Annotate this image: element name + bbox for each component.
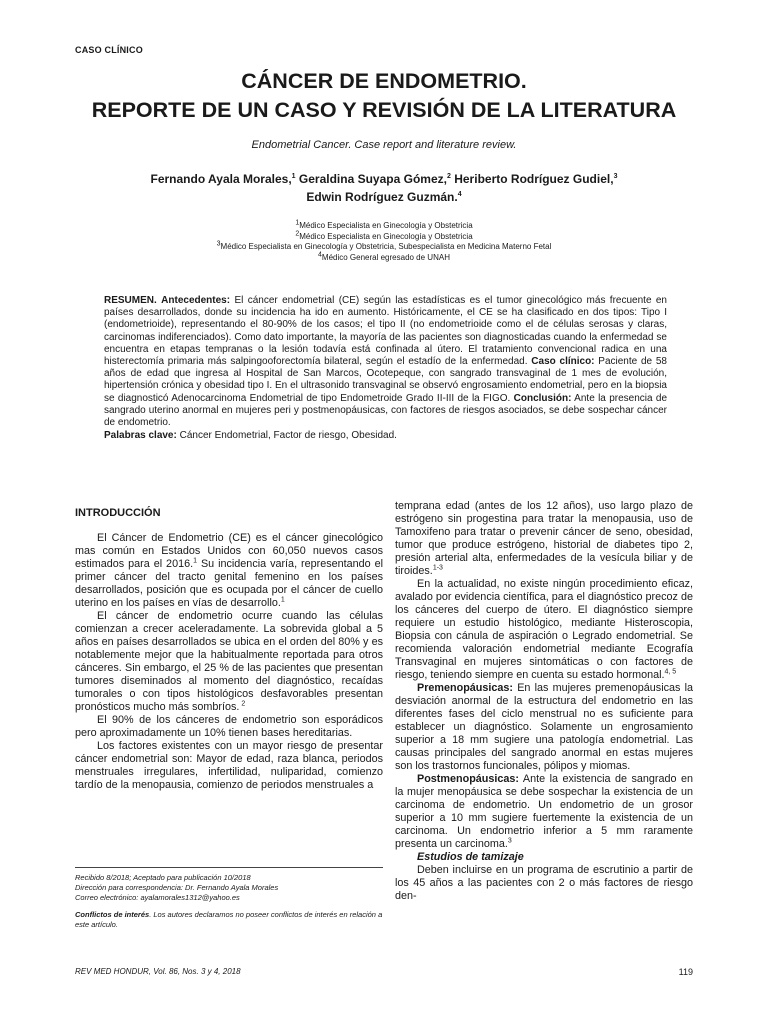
premenopausicas-label: Premenopáusicas: (417, 682, 514, 694)
paragraph-text: En la actualidad, no existe ningún procedimiento eficaz, avalado por evidencia científica, para el diagnóstico precoz de los cánceres del cuerpo de útero. El diagnóstico siempre requiere un estudio histológico, mediante Histeroscopia, Biopsia con cánula de aspiración o Legrado endometrial. Se recomienda valoración endometrial mediante Ecografía Transvaginal en mujeres sintomáticas o con factores de riesgo, teniendo siempre en cuenta su estado hormonal. (395, 578, 693, 681)
paragraph (395, 864, 693, 903)
affiliation-2-sup: 2 (295, 229, 300, 237)
section-heading-introduccion: INTRODUCCIÓN (75, 507, 161, 519)
paragraph-text: Su incidencia varía, representando el primer cáncer del tracto genital femenino en los países desarrollados, posición que es ocupada por el cáncer de cuello uterino en los países en vías de desarrollo. (75, 558, 383, 609)
authors-line1 (60, 170, 708, 188)
page-number: 119 (678, 967, 693, 977)
affiliation-4-text: Médico General egresado de UNAH (321, 252, 450, 262)
affiliation-1 (60, 221, 708, 232)
affiliation-4-sup: 4 (318, 250, 322, 258)
conclusion-label: Conclusión: (513, 392, 572, 404)
correspondence-note: Dirección para correspondencia: Dr. Fernando Ayala Morales (75, 883, 279, 892)
paragraph (395, 578, 693, 682)
caso-label: Caso clínico: (531, 356, 595, 368)
citation: 1 (193, 557, 197, 565)
affiliations (60, 221, 708, 263)
paragraph-text: temprana edad (antes de los 12 años), uso largo plazo de estrógeno sin progestina para tratar la menopausia, uso de Tamoxifeno para tratar o prevenir cáncer de seno, obesidad, tumor que produce estrógeno, historial de diabetes tipo 2, presión arterial alta, enfermedades de la vesícula biliar y de tiroides. (395, 500, 693, 577)
affiliation-3-text: Médico Especialista en Ginecología y Obstetricia, Subespecialista en Medicina Materno Fetal (220, 242, 552, 251)
keywords-label: Palabras clave: (104, 430, 177, 442)
author-3: Heriberto Rodríguez Gudiel, (454, 172, 614, 186)
citation: 2 (239, 700, 246, 708)
caso-text: Paciente de 58 años de edad que ingresa al Hospital de San Marcos, Ocotepeque, con sangrado transvaginal de 1 mes de evolución, hipertensión crónica y obesidad tipo I. En el ultrasonido transvaginal se observó engrosamiento endometrial, pero en la biopsia se diagnosticó Adenocarcinoma Endometrial de tipo Endometroide Grado II-III de la FIGO. (104, 356, 667, 404)
author-1-sup: 1 (291, 173, 296, 180)
affiliation-1-text: Médico Especialista en Ginecología y Obstetricia (299, 221, 473, 230)
abstract-label: RESUMEN. (104, 295, 157, 306)
paragraph-text: El 90% de los cánceres de endometrio son esporádicos pero aproximadamente un 10% tienen bases hereditarias. (75, 714, 383, 739)
english-title: Endometrial Cancer. Case report and literature review. (251, 139, 517, 151)
paragraph (75, 610, 383, 714)
paragraph (395, 682, 693, 773)
paragraph (75, 714, 383, 740)
postmenopausicas-label: Postmenopáusicas: (417, 773, 520, 785)
citation: 1-3 (432, 564, 443, 572)
journal-citation: REV MED HONDUR, Vol. 86, Nos. 3 y 4, 2018 (75, 967, 241, 976)
abstract (104, 295, 667, 442)
footnote-divider (75, 867, 383, 868)
paragraph-text: Ante la existencia de sangrado en la mujer menopáusica se debe sospechar la existencia de un carcinoma de endometrio. Un endometrio de un grosor superior a 10 mm sugiere fuertemente la existencia de un carcinoma. Un endometrio inferior a 5 mm raramente presenta un carcinoma. (395, 773, 693, 850)
citation: 4, 5 (664, 668, 677, 676)
affiliation-2-text: Médico Especialista en Ginecología y Obstetricia (299, 231, 473, 241)
conclusion-text: Ante la presencia de sangrado uterino anormal en mujeres peri y postmenopáusicas, con factores de riesgos asociados, se debe sospechar cáncer de endometrio. (104, 392, 668, 429)
left-column (75, 532, 383, 792)
conflicts-text: . Los autores declaramos no poseer conflictos de interés en relación a este artículo. (75, 910, 383, 929)
paragraph (395, 773, 693, 851)
paragraph-text: Deben incluirse en un programa de escrutinio a partir de los 45 años a las pacientes con 2 o más factores de riesgo den- (395, 864, 693, 902)
citation: 3 (507, 837, 512, 845)
footnotes (75, 873, 383, 930)
paragraph (75, 740, 383, 792)
author-1: Fernando Ayala Morales, (150, 172, 292, 186)
antecedentes-text: El cáncer endometrial (CE) según las estadísticas es el tumor ginecológico más frecuente en países desarrollados, donde su incidencia ha ido en aumento. Históricamente, el CE se ha clasificado en dos tipos: Tipo I (endometrioide), representando el 80-90% de los casos; el tipo II (no endometrioide como el de células serosas y claras, carcinomas indiferenciados). Como dato importante, la mayoría de las pacientes son diagnosticadas cuando la enfermedad se encuentra en etapas tempranas o la lesión todavía está confinada al útero. El tratamiento convencional radica en una histerectomía primaria más salpingooforectomía bilateral, según el estadío de la enfermedad. (104, 295, 667, 368)
author-4-sup: 4 (457, 191, 462, 198)
affiliation-4 (60, 250, 708, 264)
author-4: Edwin Rodríguez Guzmán. (306, 190, 458, 204)
section-tag: CASO CLÍNICO (75, 45, 143, 55)
paragraph-text: Los factores existentes con un mayor riesgo de presentar cáncer endometrial son: Mayor de edad, raza blanca, periodos menstruales irregulares, infertilidad, nuliparidad, comienzo tardío de la menopausia, comienzo de periodos menstruales a (75, 740, 383, 791)
subheading-estudios-de-tamizaje: Estudios de tamizaje (417, 851, 524, 863)
citation: 1 (280, 596, 285, 604)
antecedentes-label: Antecedentes: (161, 295, 231, 306)
paragraph (75, 532, 383, 610)
affiliation-3 (60, 242, 708, 253)
article-title-line2: REPORTE DE UN CASO Y REVISIÓN DE LA LITERATURA (91, 98, 677, 122)
paragraph-text: El Cáncer de Endometrio (CE) es el cáncer ginecológico mas común en Estados Unidos con 60,050 nuevos casos estimados para el 2016. (75, 532, 383, 570)
keywords (104, 430, 667, 442)
article-title-line1: CÁNCER DE ENDOMETRIO. (241, 69, 527, 93)
author-2: Geraldina Suyapa Gómez, (298, 172, 447, 186)
paragraph (395, 500, 693, 578)
conflicts-label: Conflictos de interés (75, 910, 150, 919)
paragraph-text: El cáncer de endometrio ocurre cuando las células comienzan a crecer aceleradamente. La sobrevida global a 5 años en países desarrollados se ubica en el orden del 80% y es notablemente mejor que la habitualmente reportada para otros cánceres. Sin embargo, el 25 % de las pacientes que presentan tumores diseminados al momento del diagnóstico, recaídas tumorales o con tipos histológicos desfavorables presentan pronósticos mucho más sombríos. (75, 610, 383, 713)
keywords-text: Cáncer Endometrial, Factor de riesgo, Obesidad. (176, 430, 397, 442)
author-2-sup: 2 (446, 173, 451, 180)
affiliation-1-sup: 1 (295, 219, 300, 227)
received-note: Recibido 8/2018; Aceptado para publicación 10/2018 (75, 873, 251, 882)
author-3-sup: 3 (613, 173, 618, 180)
authors-line2 (60, 188, 708, 206)
email-note: Correo electrónico: ayalamorales1312@yahoo.es (75, 893, 240, 902)
right-column (395, 500, 693, 903)
affiliation-2 (60, 229, 708, 243)
paragraph-text: En las mujeres premenopáusicas la desviación anormal de la estructura del endometrio en las diferentes fases del ciclo menstrual no es suficiente para establecer un diagnóstico. Solamente un engrosamiento superior a 18 mm sugiere una patología endometrial. Las causas principales del sangrado anormal en estas mujeres son los trastornos funcionales, pólipos y miomas. (395, 682, 693, 772)
conflicts-note (75, 910, 383, 930)
abstract-body (104, 295, 667, 429)
affiliation-3-sup: 3 (216, 240, 221, 248)
